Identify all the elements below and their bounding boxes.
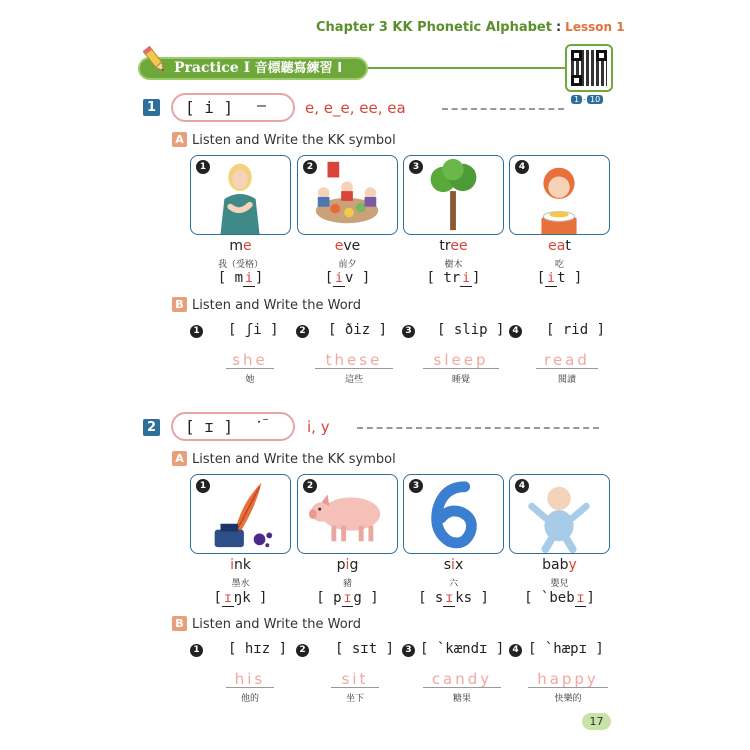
kk-prompt: [ slip ] <box>437 322 505 338</box>
sound-symbol-pill <box>171 93 295 122</box>
kk-answer-blank[interactable]: i <box>335 271 343 286</box>
word-highlight: i <box>230 557 234 573</box>
picture-card <box>190 474 291 554</box>
ipa-suffix: ŋk ] <box>233 590 268 606</box>
item-number-badge: 2 <box>296 325 309 338</box>
picture-card <box>297 155 398 235</box>
vocab-word <box>190 238 291 254</box>
kk-answer-line <box>190 270 291 287</box>
ipa-suffix: t ] <box>556 270 583 286</box>
word-part: s <box>443 557 452 573</box>
kk-answer-blank[interactable]: ɪ <box>223 591 232 606</box>
word-trace-field[interactable]: read <box>536 352 598 369</box>
chinese-meaning: 這些 <box>344 375 363 385</box>
part-a-label: Listen and Write the KK symbol <box>192 133 396 148</box>
spelling-patterns: e, e_e, ee, ea <box>305 99 406 117</box>
picture-card <box>509 474 610 554</box>
part-a-label: Listen and Write the KK symbol <box>192 452 396 467</box>
item-number-badge: 2 <box>303 479 317 493</box>
kk-answer-line <box>297 270 398 287</box>
picture-card <box>509 155 610 235</box>
word-highlight: ee <box>450 238 468 254</box>
track-to: 10 <box>587 95 603 104</box>
ipa-suffix: v ] <box>344 270 371 286</box>
kk-answer-blank[interactable]: ɪ <box>343 591 352 606</box>
kk-prompt: [ hɪz ] <box>228 641 288 657</box>
kk-symbol: [ ɪ ] <box>185 417 234 436</box>
part-a-heading <box>172 132 396 148</box>
item-number-badge: 1 <box>196 160 210 174</box>
header-separator: : <box>555 20 562 35</box>
kk-prompt: [ ʃi ] <box>228 322 279 338</box>
ipa-prefix: [ tr <box>426 270 461 286</box>
chinese-meaning: 豬 <box>342 579 352 589</box>
item-number-badge: 1 <box>190 644 203 657</box>
item-number-badge: 3 <box>402 644 415 657</box>
item-number-badge: 3 <box>409 160 423 174</box>
kk-answer-line <box>509 590 610 607</box>
ipa-suffix: ] <box>586 590 595 606</box>
kk-prompt: [ `kændɪ ] <box>420 641 505 657</box>
item-number-badge: 2 <box>296 644 309 657</box>
ipa-prefix: [ m <box>217 270 244 286</box>
part-a-heading <box>172 451 396 467</box>
qr-finder-bottom-left <box>571 75 582 86</box>
vocab-word <box>297 238 398 254</box>
track-dash: - <box>583 95 586 104</box>
audio-track-range <box>571 95 603 104</box>
lesson-label: Lesson 1 <box>565 20 625 34</box>
qr-finder-top-right <box>596 50 607 61</box>
chinese-meaning: 糖果 <box>452 694 471 704</box>
practice-title-zh: 音標聽寫練習 I <box>254 61 343 76</box>
sound-symbol-pill <box>171 412 295 441</box>
chinese-meaning: 她 <box>245 375 255 385</box>
dashed-divider <box>357 427 599 429</box>
practice-name: Practice I <box>174 60 251 76</box>
vocab-word <box>509 557 610 573</box>
word-trace-field[interactable]: happy <box>528 671 608 688</box>
spelling-patterns: i, y <box>307 418 330 436</box>
kk-prompt: [ ðiz ] <box>328 322 388 338</box>
practice-divider <box>360 67 566 69</box>
kk-prompt: [ sɪt ] <box>335 641 395 657</box>
kk-answer-line <box>190 590 291 607</box>
word-trace-field[interactable]: sleep <box>423 352 499 369</box>
item-number-badge: 1 <box>196 479 210 493</box>
ipa-prefix: [ <box>536 270 546 286</box>
ipa-prefix: [ <box>324 270 334 286</box>
picture-card <box>403 474 504 554</box>
item-number-badge: 2 <box>303 160 317 174</box>
word-part: x <box>454 557 464 573</box>
chapter-title: Chapter 3 KK Phonetic Alphabet <box>316 20 552 35</box>
track-from: 1 <box>571 95 582 104</box>
kk-answer-blank[interactable]: ɪ <box>576 591 585 606</box>
kk-answer-line <box>403 270 504 287</box>
item-number-badge: 1 <box>190 325 203 338</box>
word-highlight: i <box>345 557 350 573</box>
kk-prompt: [ `hæpɪ ] <box>528 641 604 657</box>
word-part: tr <box>439 238 451 254</box>
chapter-header <box>316 20 625 35</box>
word-part: g <box>349 557 359 573</box>
item-number-badge: 3 <box>409 479 423 493</box>
word-part: nk <box>233 557 251 573</box>
chinese-meaning: 坐下 <box>345 694 364 704</box>
vocab-word <box>509 238 610 254</box>
vocab-word <box>403 238 504 254</box>
kk-answer-line <box>297 590 398 607</box>
mouth-shape-mark: — <box>257 96 267 114</box>
ipa-prefix: [ p <box>316 590 342 606</box>
kk-answer-blank[interactable]: i <box>245 271 253 286</box>
dashed-divider <box>442 108 564 110</box>
part-b-heading <box>172 616 361 632</box>
ipa-suffix: ] <box>254 270 264 286</box>
item-number-badge: 4 <box>515 479 529 493</box>
picture-card <box>403 155 504 235</box>
vocab-word <box>297 557 398 573</box>
page-number: 17 <box>582 713 611 730</box>
chinese-meaning: 吃 <box>554 260 564 270</box>
chinese-meaning: 他的 <box>240 694 259 704</box>
word-part: t <box>565 238 571 254</box>
chinese-meaning: 墨水 <box>231 579 250 589</box>
part-a-badge: A <box>172 451 187 466</box>
picture-card <box>297 474 398 554</box>
kk-prompt: [ rid ] <box>546 322 606 338</box>
word-part: bab <box>542 557 569 573</box>
chinese-meaning: 六 <box>448 579 458 589</box>
ipa-prefix: [ <box>213 590 222 606</box>
section-number-badge: 1 <box>143 99 160 116</box>
word-highlight: e <box>243 238 252 254</box>
word-part: p <box>336 557 346 573</box>
word-trace-field[interactable]: his <box>226 671 274 688</box>
word-part: ve <box>343 238 361 254</box>
item-number-badge: 3 <box>402 325 415 338</box>
word-trace-field[interactable]: these <box>315 352 393 369</box>
qr-finder-top-left <box>571 50 582 61</box>
word-trace-field[interactable]: candy <box>423 671 501 688</box>
part-b-label: Listen and Write the Word <box>192 298 362 313</box>
mouth-shape-mark: ⸱⁻ <box>257 413 271 431</box>
section-number-badge: 2 <box>143 419 160 436</box>
chinese-meaning: 閱讀 <box>557 375 576 385</box>
pencil-icon <box>143 44 167 76</box>
word-part: m <box>229 238 243 254</box>
word-highlight: e <box>334 238 344 254</box>
word-highlight: i <box>451 557 455 573</box>
part-b-label: Listen and Write the Word <box>192 617 362 632</box>
part-b-badge: B <box>172 297 187 312</box>
ipa-prefix: [ s <box>418 590 444 606</box>
chinese-meaning: 睡覺 <box>451 375 470 385</box>
part-b-heading <box>172 297 361 313</box>
item-number-badge: 4 <box>515 160 529 174</box>
kk-answer-blank[interactable]: ɪ <box>445 591 454 606</box>
word-highlight: ea <box>548 238 566 254</box>
kk-symbol: [ i ] <box>185 98 234 117</box>
kk-answer-line <box>509 270 610 287</box>
chinese-meaning: 我（受格） <box>217 260 263 270</box>
chinese-meaning: 嬰兒 <box>550 579 569 589</box>
kk-answer-blank[interactable]: i <box>547 271 555 286</box>
kk-answer-line <box>403 590 504 607</box>
ipa-suffix: ] <box>472 270 481 286</box>
chinese-meaning: 前夕 <box>338 260 357 270</box>
part-a-badge: A <box>172 132 187 147</box>
part-b-badge: B <box>172 616 187 631</box>
ipa-prefix: [ `beb <box>524 590 575 606</box>
chinese-meaning: 快樂的 <box>554 694 582 704</box>
word-trace-field[interactable]: she <box>226 352 274 369</box>
item-number-badge: 4 <box>509 644 522 657</box>
ipa-suffix: g ] <box>353 590 379 606</box>
qr-code[interactable] <box>565 44 613 92</box>
word-trace-field[interactable]: sit <box>331 671 379 688</box>
vocab-word <box>190 557 291 573</box>
ipa-suffix: ks ] <box>455 590 489 606</box>
kk-answer-blank[interactable]: i <box>462 271 471 286</box>
vocab-word <box>403 557 504 573</box>
chinese-meaning: 樹木 <box>444 260 463 270</box>
practice-banner <box>138 57 368 80</box>
picture-card <box>190 155 291 235</box>
word-highlight: y <box>568 557 577 573</box>
item-number-badge: 4 <box>509 325 522 338</box>
